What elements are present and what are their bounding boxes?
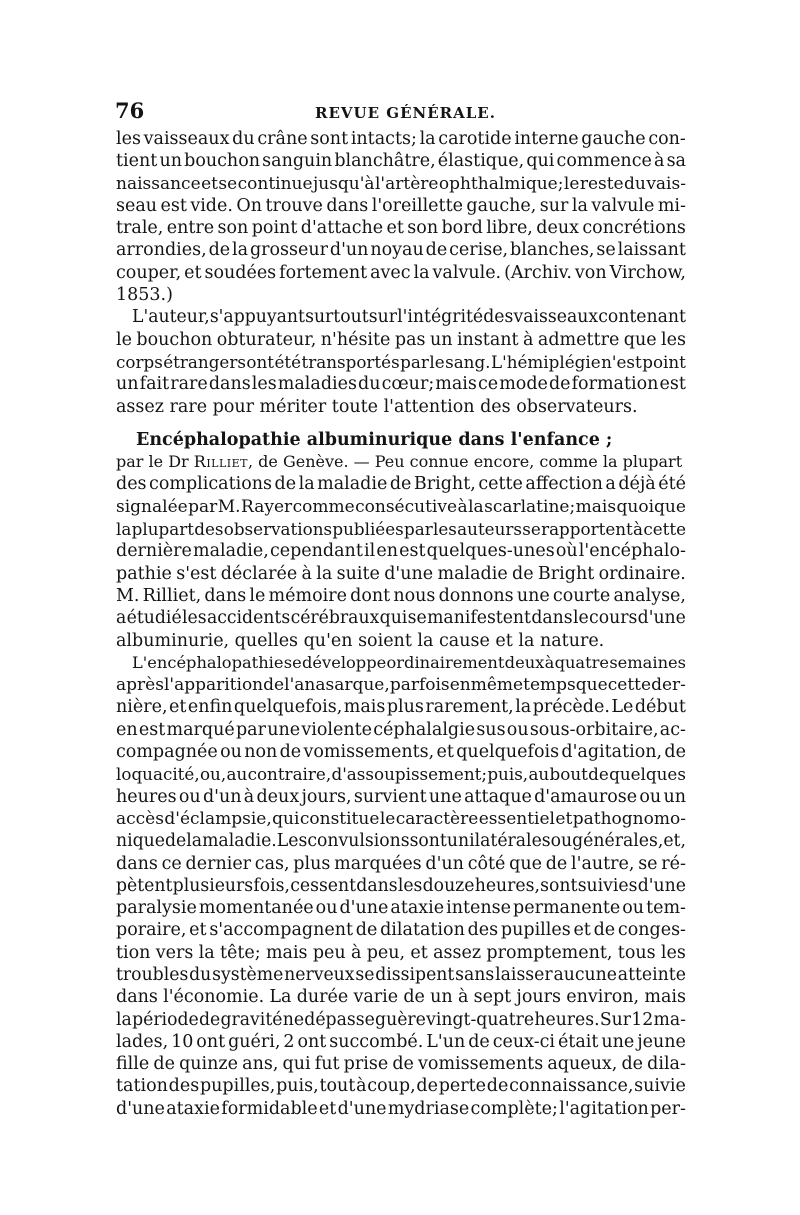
text-line: albuminurie, quelles qu'en soient la cause et la nature. xyxy=(116,630,605,651)
paragraph-4 xyxy=(116,652,686,1120)
text-line: signalée par M. Rayer comme consécutive à la scarlatine; mais quoique xyxy=(116,496,686,517)
text-line: naissance et se continue jusqu'à l'artère ophthalmique; le reste du vais- xyxy=(116,173,686,194)
text-line: pètent plusieurs fois, cessent dans les douze heures, sont suivies d'une xyxy=(116,875,686,896)
text-line: dernière maladie, cependant il en est quelques-unes où l'encéphalo- xyxy=(116,541,686,562)
text-line: après l'apparition de l'anasarque, parfois en même temps que cette der- xyxy=(116,675,686,696)
text-line: en est marqué par une violente céphalalgie sus ou sous-orbitaire, ac- xyxy=(116,719,686,740)
text-line: paralysie momentanée ou d'une ataxie intense permanente ou tem- xyxy=(116,898,686,919)
text-line: nique de la maladie. Les convulsions sont unilatérales ou générales, et, xyxy=(116,831,686,852)
paragraph-2 xyxy=(116,306,686,417)
text-line: couper, et soudées fortement avec la valvule. (Archiv. von Virchow, xyxy=(116,262,686,283)
text-line: tient un bouchon sanguin blanchâtre, élastique, qui commence à sa xyxy=(116,151,686,172)
text-line: fille de quinze ans, qui fut prise de vomissements aqueux, de dila- xyxy=(116,1054,686,1075)
text-line: trale, entre son point d'attache et son bord libre, deux concrétions xyxy=(116,218,686,239)
text-line: troubles du système nerveux se dissipent sans laisser aucune atteinte xyxy=(116,964,686,985)
text-line: la période de gravité ne dépasse guère vingt-quatre heures. Sur 12 ma- xyxy=(116,1009,686,1030)
text-line: arrondies, de la grosseur d'un noyau de cerise, blanches, se laissant xyxy=(116,240,686,261)
text-line: loquacité, ou, au contraire, d'assoupissement; puis, au bout de quelques xyxy=(116,764,686,785)
text-line: pathie s'est déclarée à la suite d'une maladie de Bright ordinaire. xyxy=(116,563,686,584)
page-number: 76 xyxy=(115,98,145,123)
page-header xyxy=(115,98,685,122)
text-line: heures ou d'un à deux jours, survient une attaque d'amaurose ou un xyxy=(116,786,686,807)
author-suffix: , de Genève. — Peu connue encore, comme la plupart xyxy=(247,452,683,472)
text-line: tation des pupilles, puis, tout à coup, de perte de connaissance, suivie xyxy=(116,1076,686,1097)
text-line: des complications de la maladie de Bright, cette affection a déjà été xyxy=(116,474,686,495)
text-line: d'une ataxie formidable et d'une mydriase complète; l'agitation per- xyxy=(116,1098,686,1119)
text-line: seau est vide. On trouve dans l'oreillette gauche, sur la valvule mi- xyxy=(116,195,686,216)
author-line xyxy=(116,451,686,473)
text-line: 1853.) xyxy=(116,285,173,306)
text-line: la plupart des observations publiées par les auteurs se rapportent à cette xyxy=(116,519,686,540)
text-line: le bouchon obturateur, n'hésite pas un instant à admettre que les xyxy=(116,329,686,350)
section-heading xyxy=(116,429,686,474)
paragraph-3 xyxy=(116,473,686,651)
paragraph-1 xyxy=(116,128,686,306)
text-line: L'encéphalopathie se développe ordinairement deux à quatre semaines xyxy=(132,652,686,672)
author-prefix: par le Dr xyxy=(116,452,189,472)
text-line: les vaisseaux du crâne sont intacts; la carotide interne gauche con- xyxy=(116,129,686,149)
text-line: poraire, et s'accompagnent de dilatation des pupilles et de conges- xyxy=(116,920,686,941)
text-line: tion vers la tête; mais peu à peu, et assez promptement, tous les xyxy=(116,942,686,963)
text-line: dans l'économie. La durée varie de un à sept jours environ, mais xyxy=(116,987,686,1008)
text-line: dans ce dernier cas, plus marquées d'un côté que de l'autre, se ré- xyxy=(116,853,686,874)
section-title: Encéphalopathie albuminurique dans l'enfance ; xyxy=(136,429,613,450)
text-line: a étudié les accidents cérébraux qui se manifestent dans le cours d'une xyxy=(116,608,686,629)
running-head: REVUE GÉNÉRALE. xyxy=(315,104,496,122)
text-line: M. Rilliet, dans le mémoire dont nous donnons une courte analyse, xyxy=(116,585,686,606)
text-line: un fait rare dans les maladies du cœur; mais ce mode de formation est xyxy=(116,374,686,395)
text-line: corps étrangers ont été transportés par le sang. L'hémiplégie n'est point xyxy=(116,351,686,372)
author-name: Rilliet xyxy=(193,452,248,472)
text-line: assez rare pour mériter toute l'attention des observateurs. xyxy=(116,396,638,417)
text-line: accès d'éclampsie, qui constitue le caractère essentiel et pathognomo- xyxy=(116,808,686,829)
text-line: L'auteur, s'appuyant surtout sur l'intégrité des vaisseaux contenant xyxy=(132,307,686,328)
page-body xyxy=(116,128,686,1120)
text-line: lades, 10 ont guéri, 2 ont succombé. L'un de ceux-ci était une jeune xyxy=(116,1031,686,1052)
text-line: nière, et enfin quelquefois, mais plus rarement, la précède. Le début xyxy=(116,697,686,718)
text-line: compagnée ou non de vomissements, et quelquefois d'agitation, de xyxy=(116,742,686,763)
